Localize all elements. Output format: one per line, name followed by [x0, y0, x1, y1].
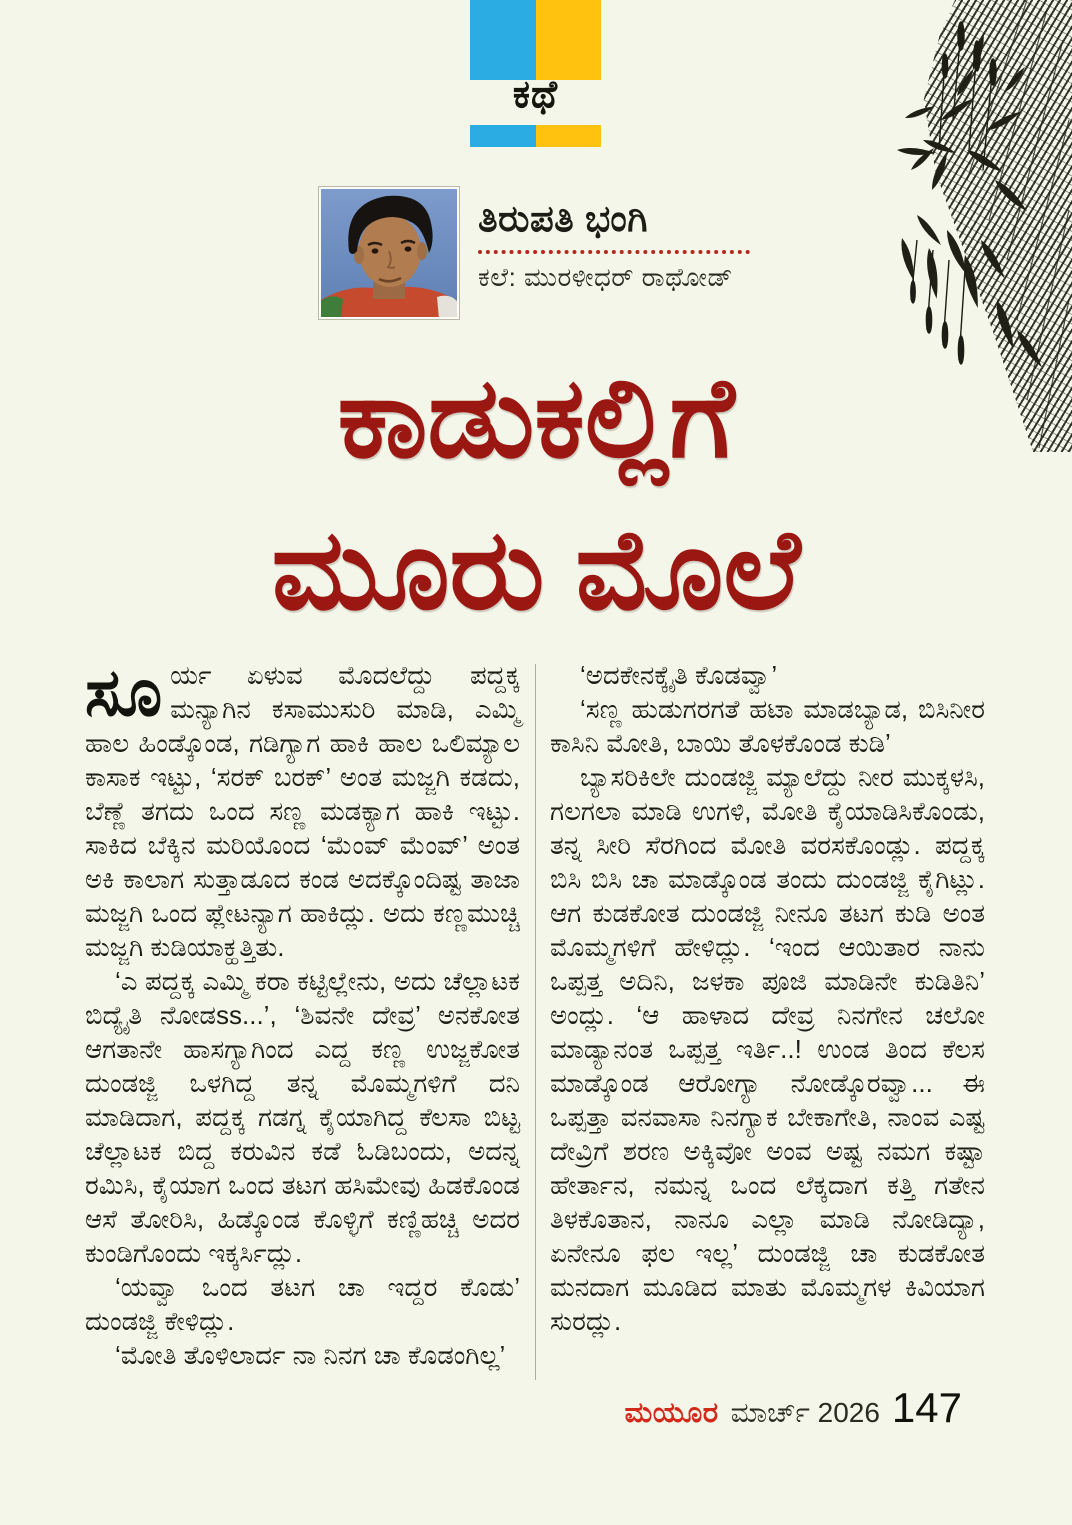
paragraph: ‘ಮೋತಿ ತೊಳಿಲಾರ್ದ ನಾ ನಿನಗ ಚಾ ಕೊಡಂಗಿಲ್ಲ’: [115, 1340, 506, 1370]
header-color-bar: [470, 125, 601, 147]
bar-cyan-segment: [470, 125, 536, 147]
page-footer: [625, 1384, 962, 1432]
paragraph: ‘ಸಣ್ಣ ಹುಡುಗರಗತೆ ಹಟಾ ಮಾಡಬ್ಯಾಡ, ಬಿಸಿನೀರ ಕಾಸಿನಿ ಮೋತಿ, ಬಾಯಿ ತೊಳಕೊಂಡ ಕುಡಿ’: [550, 694, 985, 758]
body-column-right: [550, 658, 985, 1338]
story-title-line2: ಮೂರು ಮೊಲೆ: [271, 507, 801, 632]
author-name: ತಿರುಪತಿ ಭಂಗಿ: [478, 198, 648, 239]
paragraph: ‘ಯವ್ವಾ ಒಂದ ತಟಗ ಚಾ ಇದ್ದರ ಕೊಡು’ ದುಂಡಜ್ಜಿ ಕೇಳಿದ್ಲು.: [85, 1272, 520, 1336]
bar-yellow-segment: [536, 125, 602, 147]
paragraph: ‘ಅದಕೇನಕ್ಕೈತಿ ಕೊಡವ್ವಾ’: [580, 660, 778, 690]
drop-cap: ಸೂ: [85, 655, 163, 729]
paragraph: ‘ಎ ಪದ್ದಕ್ಕ ಎಮ್ಮಿ ಕರಾ ಕಟ್ಟಿಲ್ಲೇನು, ಅದು ಚೆಲ್ಲಾಟಕ ಬಿದ್ಯೈತಿ ನೋಡss...’, ‘ಶಿವನೇ ದೇವ್ರ’ ಅನಕೋತ ಆಗತಾನೇ ಹಾಸಗ್ಯಾಗಿಂದ ಎದ್ದ ಕಣ್ಣ ಉಜ್ಜಕೋತ ದುಂಡಜ್ಜಿ ಒಳಗಿದ್ದ ತನ್ನ ಮೊಮ್ಮಗಳಿಗೆ ದನಿ ಮಾಡಿದಾಗ, ಪದ್ದಕ್ಕ ಗಡಗ್ನ ಕೈಯಾಗಿದ್ದ ಕೆಲಸಾ ಬಿಟ್ಟ ಚೆಲ್ಲಾಟಕ ಬಿದ್ದ ಕರುವಿನ ಕಡೆ ಓಡಿಬಂದು, ಅದನ್ನ ರಮಿಸಿ, ಕೈಯಾಗ ಒಂದ ತಟಗ ಹಸಿಮೇವು ಹಿಡಕೊಂಡ ಆಸೆ ತೋರಿಸಿ, ಹಿಡ್ಕೊಂಡ ಕೊಳ್ಳಿಗೆ ಕಣ್ಣಿಹಚ್ಚಿ ಅದರ ಕುಂಡಿಗೊಂದು ಇಕ್ಕರ್ಸಿದ್ಲು.: [85, 966, 520, 1268]
author-portrait-icon: [321, 189, 457, 317]
paragraph: [85, 655, 520, 964]
paragraph-text: ರ್ಯ ಏಳುವ ಮೊದಲೆದ್ದು ಪದ್ದಕ್ಕ ಮನ್ಯಾಗಿನ ಕಸಾಮುಸುರಿ ಮಾಡಿ, ಎಮ್ಮಿ ಹಾಲ ಹಿಂಡ್ಕೊಂಡ, ಗಡಿಗ್ಯಾಗ ಹಾಕಿ ಹಾಲ ಒಲಿಮ್ಯಾಲ ಕಾಸಾಕ ಇಟ್ಟು, ‘ಸರಕ್ ಬರಕ್’ ಅಂತ ಮಜ್ಜಗಿ ಕಡದು, ಬೆಣ್ಣೆ ತಗದು ಒಂದ ಸಣ್ಣ ಮಡಕ್ಯಾಗ ಹಾಕಿ ಇಟ್ಟು. ಸಾಕಿದ ಬೆಕ್ಕಿನ ಮರಿಯೊಂದ ‘ಮೆಂವ್ ಮೆಂವ್’ ಅಂತ ಅಕಿ ಕಾಲಾಗ ಸುತ್ತಾಡೂದ ಕಂಡ ಅದಕ್ಕೊಂದಿಷ್ಟ ತಾಜಾ ಮಜ್ಜಗಿ ಒಂದ ಪ್ಲೇಟನ್ಯಾಗ ಹಾಕಿದ್ಲು. ಅದು ಕಣ್ಣಮುಚ್ಚಿ ಮಜ್ಜಗಿ ಕುಡಿಯಾಕ್ಹತ್ತಿತು.: [85, 660, 520, 962]
body-column-left: [85, 655, 520, 1372]
header-color-block: [470, 0, 601, 80]
page-number: 147: [891, 1384, 962, 1431]
magazine-logo: ಮಯೂರ: [624, 1397, 719, 1429]
column-divider: [535, 664, 536, 1380]
author-photo: [318, 186, 460, 320]
author-credit: ಕಲೆ: ಮುರಳೀಧರ್ ರಾಥೋಡ್: [478, 262, 733, 292]
dotted-divider: [478, 250, 750, 254]
section-label: ಕಥೆ: [512, 74, 559, 116]
header-yellow-tile: [536, 0, 602, 80]
story-title-line1: ಕಾಡುಕಲ್ಲಿಗೆ: [337, 355, 735, 480]
paragraph: ಬ್ಯಾಸರಿಕಿಲೇ ದುಂಡಜ್ಜಿ ಮ್ಯಾಲೆದ್ದು ನೀರ ಮುಕ್ಕಳಸಿ, ಗಲಗಲಾ ಮಾಡಿ ಉಗಳಿ, ಮೋತಿ ಕೈಯಾಡಿಸಿಕೊಂಡು, ತನ್ನ ಸೀರಿ ಸೆರಗಿಂದ ಮೋತಿ ವರಸಕೊಂಡ್ಲು. ಪದ್ದಕ್ಕ ಬಿಸಿ ಬಿಸಿ ಚಾ ಮಾಡ್ಕೊಂಡ ತಂದು ದುಂಡಜ್ಜಿ ಕೈಗಿಟ್ಲು. ಆಗ ಕುಡಕೋತ ದುಂಡಜ್ಜಿ ನೀನೂ ತಟಗ ಕುಡಿ ಅಂತ ಮೊಮ್ಮಗಳಿಗೆ ಹೇಳಿದ್ಲು. ‘ಇಂದ ಆಯಿತಾರ ನಾನು ಒಪ್ಪತ್ತ ಅದಿನಿ, ಜಳಕಾ ಪೂಜಿ ಮಾಡಿನೇ ಕುಡಿತಿನಿ’ ಅಂದ್ಲು. ‘ಆ ಹಾಳಾದ ದೇವ್ರ ನಿನಗೇನ ಚಲೋ ಮಾಡ್ಯಾನಂತ ಒಪ್ಪತ್ತ ಇರ್ತಿ..! ಉಂಡ ತಿಂದ ಕೆಲಸ ಮಾಡ್ಕೊಂಡ ಆರೋಗ್ಯಾ ನೋಡ್ಕೊರವ್ವಾ... ಈ ಒಪ್ಪತ್ತಾ ವನವಾಸಾ ನಿನಗ್ಯಾಕ ಬೇಕಾಗೇತಿ, ನಾಂವ ಎಷ್ಟ ದೇವ್ರಿಗೆ ಶರಣ ಅಕ್ಕಿವೋ ಅಂವ ಅಷ್ಟ ನಮಗ ಕಷ್ಟಾ ಹೇರ್ತಾನ, ನಮನ್ನ ಒಂದ ಲೆಕ್ಕದಾಗ ಕತ್ತಿ ಗತೇನ ತಿಳಕೊತಾನ, ನಾನೂ ಎಲ್ಲಾ ಮಾಡಿ ನೋಡಿದ್ಯಾ, ಏನೇನೂ ಫಲ ಇಲ್ಲ’ ದುಂಡಜ್ಜಿ ಚಾ ಕುಡಕೋತ ಮನದಾಗ ಮೂಡಿದ ಮಾತು ಮೊಮ್ಮಗಳ ಕಿವಿಯಾಗ ಸುರದ್ಲು.: [550, 762, 985, 1336]
header-cyan-tile: [470, 0, 536, 80]
issue-date: ಮಾರ್ಚ್ 2026: [730, 1397, 880, 1428]
